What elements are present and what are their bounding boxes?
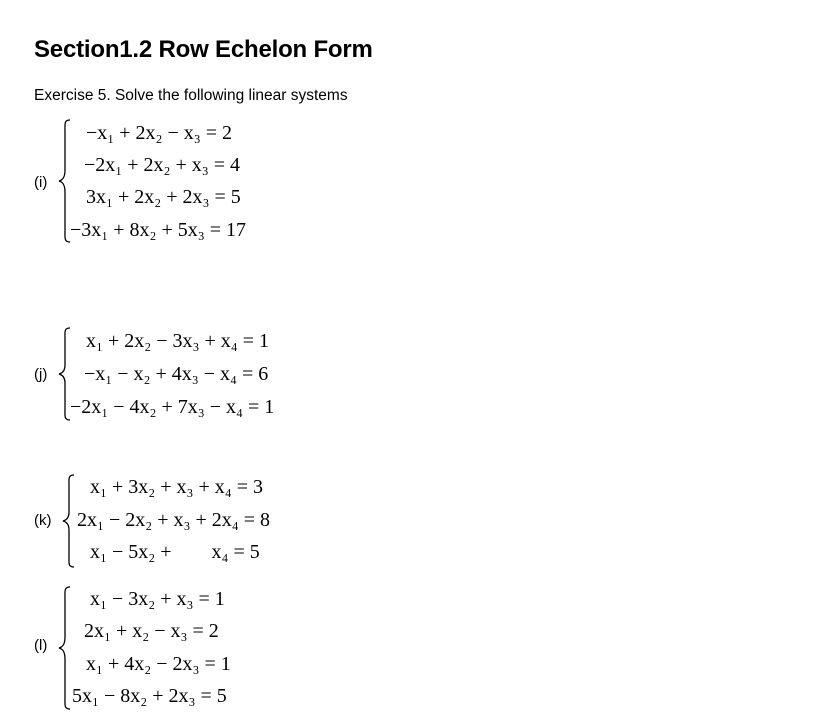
equation-l-1: x₁ − 3x₂ + x₃ = 1: [90, 588, 225, 610]
exercise-statement: Exercise 5. Solve the following linear systems: [34, 87, 348, 104]
equation-j-2: −x₁ − x₂ + 4x₃ − x₄ = 6: [84, 363, 269, 385]
equation-l-4: 5x₁ − 8x₂ + 2x₃ = 5: [72, 685, 227, 707]
system-label-l: (l): [34, 637, 48, 654]
equation-i-4: −3x₁ + 8x₂ + 5x₃ = 17: [70, 219, 247, 241]
equation-l-3: x₁ + 4x₂ − 2x₃ = 1: [86, 653, 231, 675]
equation-i-2: −2x₁ + 2x₂ + x₃ = 4: [84, 154, 241, 176]
left-brace-icon: [62, 473, 76, 569]
equation-i-3: 3x₁ + 2x₂ + 2x₃ = 5: [86, 186, 241, 208]
equation-i-1: −x₁ + 2x₂ − x₃ = 2: [86, 122, 233, 144]
equation-k-2: 2x₁ − 2x₂ + x₃ + 2x₄ = 8: [77, 509, 271, 531]
system-label-j: (j): [34, 366, 48, 383]
equation-k-3: x₁ − 5x₂ + x₄ = 5: [90, 541, 260, 563]
equation-l-2: 2x₁ + x₂ − x₃ = 2: [84, 620, 219, 642]
system-label-k: (k): [34, 512, 52, 529]
equation-j-3: −2x₁ − 4x₂ + 7x₃ − x₄ = 1: [70, 396, 275, 418]
section-title: Section1.2 Row Echelon Form: [34, 36, 373, 63]
left-brace-icon: [58, 585, 72, 711]
system-label-i: (i): [34, 174, 48, 191]
equation-k-1: x₁ + 3x₂ + x₃ + x₄ = 3: [90, 476, 264, 498]
equation-j-1: x₁ + 2x₂ − 3x₃ + x₄ = 1: [86, 330, 270, 352]
